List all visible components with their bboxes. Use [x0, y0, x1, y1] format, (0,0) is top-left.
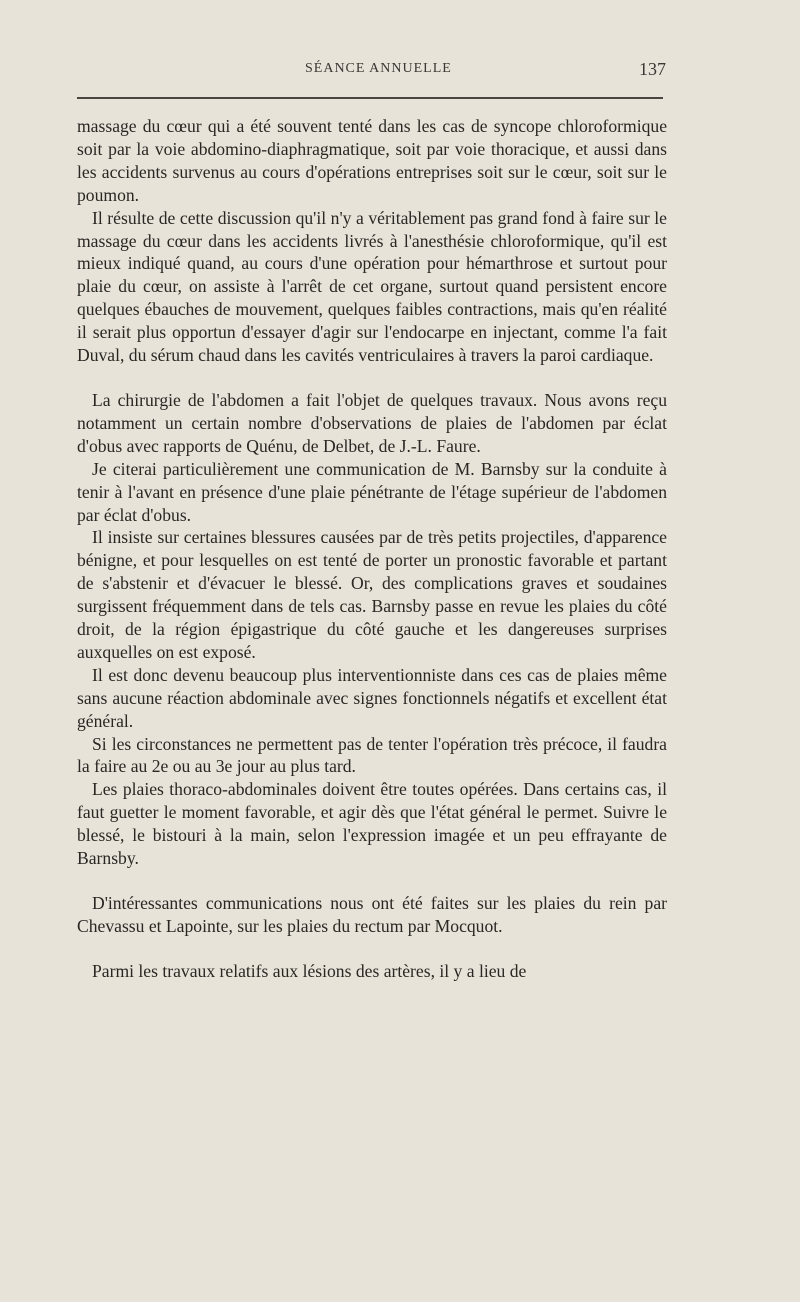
paragraph: Il résulte de cette discussion qu'il n'y a véritablement pas grand fond à faire sur le massage du cœur dans les accidents livrés à l'anesthésie chloroformique, qu'il est mieux indiqué quand, au cours d'une opération pour hémarthrose et surtout pour plaie du cœur, on assiste à l'arrêt de cet organe, surtout quand persistent encore quelques ébauches de mouvement, quelques faibles contractions, mais qu'en réalité il serait plus opportun d'essayer d'agir sur l'endocarpe en injectant, comme l'a fait Duval, du sérum chaud dans les cavités ventriculaires à travers la paroi cardiaque.	[77, 207, 667, 366]
paragraph: massage du cœur qui a été souvent tenté dans les cas de syncope chloroformique soit par la voie abdomino-diaphragmatique, soit par voie thoracique, et aussi dans les accidents survenus au cours d'opérations entreprises soit sur le cœur, soit sur le poumon.	[77, 116, 667, 205]
paragraph: Je citerai particulièrement une communication de M. Barnsby sur la conduite à tenir à l'avant en présence d'une plaie pénétrante de l'étage supérieur de l'abdomen par éclat d'obus.	[77, 458, 667, 525]
paragraph: Si les circonstances ne permettent pas de tenter l'opération très précoce, il faudra la faire au 2e ou au 3e jour au plus tard.	[77, 733, 667, 777]
paragraph: D'intéressantes communications nous ont été faites sur les plaies du rein par Chevassu et Lapointe, sur les plaies du rectum par Mocquot.	[77, 893, 667, 936]
paragraph: La chirurgie de l'abdomen a fait l'objet de quelques travaux. Nous avons reçu notamment un certain nombre d'observations de plaies de l'abdomen par éclat d'obus avec rapports de Quénu, de Delbet, de J.-L. Faure.	[77, 389, 667, 456]
header-rule	[77, 97, 663, 99]
page-number: 137	[639, 59, 666, 79]
paragraph: Les plaies thoraco-abdominales doivent être toutes opérées. Dans certains cas, il faut guetter le moment favorable, et agir dès que l'état général le permet. Suivre le blessé, le bistouri à la main, selon l'expression imagée et un peu effrayante de Barnsby.	[77, 779, 667, 869]
running-title: SÉANCE ANNUELLE	[305, 61, 452, 76]
paragraph: Il est donc devenu beaucoup plus interventionniste dans ces cas de plaies même sans aucune réaction abdominale avec signes fonctionnels négatifs et excellent état général.	[77, 664, 667, 731]
body-text	[77, 115, 667, 983]
paragraph: Parmi les travaux relatifs aux lésions des artères, il y a lieu de	[92, 960, 527, 981]
paragraph: Il insiste sur certaines blessures causées par de très petits projectiles, d'apparence bénigne, et pour lesquelles on est tenté de porter un pronostic favorable et partant de s'abstenir et d'évacuer le blessé. Or, des complications graves et soudaines surgissent fréquemment dans de tels cas. Barnsby passe en revue les plaies du côté droit, de la région épigastrique du côté gauche et les dangereuses surprises auxquelles on est exposé.	[77, 527, 667, 662]
running-header	[77, 61, 666, 85]
